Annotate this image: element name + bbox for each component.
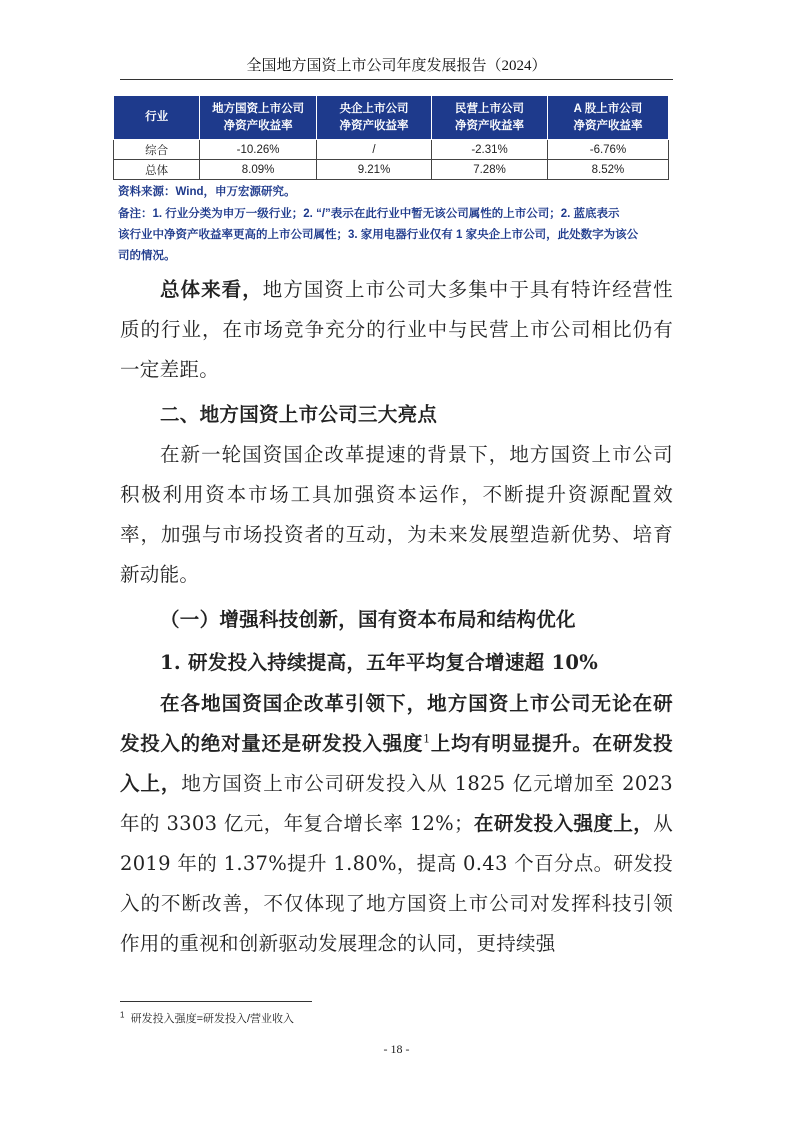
table-remark-line-2: 该行业中净资产收益率更高的上市公司属性；3. 家用电器行业仅有 1 家央企上市公司，此处数字为该公 bbox=[118, 229, 639, 241]
col-header-central-soe: 央企上市公司 净资产收益率 bbox=[316, 96, 431, 140]
footnote-number: 1 bbox=[120, 1010, 125, 1020]
summary-lead: 总体来看， bbox=[160, 278, 263, 301]
table-row bbox=[114, 160, 669, 180]
table-header-row bbox=[114, 96, 669, 140]
table-cell: / bbox=[316, 140, 431, 160]
roe-table bbox=[113, 95, 669, 180]
subsection-heading: （一）增强科技创新，国有资本布局和结构优化 bbox=[160, 608, 576, 631]
table-cell: -10.26% bbox=[200, 140, 317, 160]
table-cell: -6.76% bbox=[547, 140, 668, 160]
table-remark-line-3: 司的情况。 bbox=[118, 250, 176, 262]
paragraph-intro: 在新一轮国资国企改革提速的背景下，地方国资上市公司积极利用资本市场工具加强资本运作，不断提升资源配置效率，加强与市场投资者的互动，为未来发展塑造新优势、培育新动能。 bbox=[120, 443, 673, 586]
rd-lead-3: 在研发投入强度上， bbox=[473, 812, 654, 835]
table-cell: 总体 bbox=[114, 160, 200, 180]
footnote-text: 研发投入强度=研发投入/营业收入 bbox=[130, 1013, 295, 1025]
table-remark-line-1: 备注：1. 行业分类为申万一级行业；2. “/”表示在此行业中暂无该公司属性的上市公司；2. 蓝底表示 bbox=[118, 208, 620, 220]
summary-text: 地方国资上市公司大多集中于具有特许经营性质的行业，在市场竞争充分的行业中与民营上市公司相比仍有一定差距。 bbox=[120, 278, 673, 381]
paragraph-rd bbox=[120, 684, 673, 964]
table-cell: 7.28% bbox=[432, 160, 548, 180]
rd-lead-2: 上均有明显提升。在研发投入上， bbox=[120, 732, 673, 795]
table-cell: 综合 bbox=[114, 140, 200, 160]
table-cell: 8.09% bbox=[200, 160, 317, 180]
col-header-local-soe: 地方国资上市公司 净资产收益率 bbox=[200, 96, 317, 140]
header-rule bbox=[120, 79, 673, 80]
rd-lead-1: 在各地国资国企改革引领下，地方国资上市公司无论在研发投入的绝对量还是研发投入强度 bbox=[120, 692, 673, 755]
footnote-ref: 1 bbox=[423, 732, 431, 746]
point-heading-1: 1. 研发投入持续提高，五年平均复合增速超 10% bbox=[160, 651, 599, 674]
running-header: 全国地方国资上市公司年度发展报告（2024） bbox=[246, 58, 547, 74]
table-cell: 8.52% bbox=[547, 160, 668, 180]
footnote bbox=[120, 1010, 294, 1026]
section-heading-2: 二、地方国资上市公司三大亮点 bbox=[160, 403, 438, 426]
rd-text-2: 从 2019 年的 1.37%提升 1.80%，提高 0.43 个百分点。研发投入的不断改善，不仅体现了地方国资上市公司对发挥科技引领作用的重视和创新驱动发展理念的认同，更持续强 bbox=[120, 812, 673, 955]
table-source-note: 资料来源：Wind，申万宏源研究。 bbox=[118, 186, 296, 198]
table-row bbox=[114, 140, 669, 160]
table-cell: -2.31% bbox=[432, 140, 548, 160]
footnote-rule bbox=[120, 1001, 312, 1002]
rd-text-1: 地方国资上市公司研发投入从 1825 亿元增加至 2023 年的 3303 亿元，年复合增长率 12%； bbox=[120, 772, 673, 835]
page-number: - 18 - bbox=[383, 1042, 410, 1056]
col-header-industry: 行业 bbox=[114, 96, 200, 140]
paragraph-summary bbox=[120, 270, 673, 390]
table-cell: 9.21% bbox=[316, 160, 431, 180]
col-header-private: 民营上市公司 净资产收益率 bbox=[432, 96, 548, 140]
col-header-a-share: A 股上市公司 净资产收益率 bbox=[547, 96, 668, 140]
